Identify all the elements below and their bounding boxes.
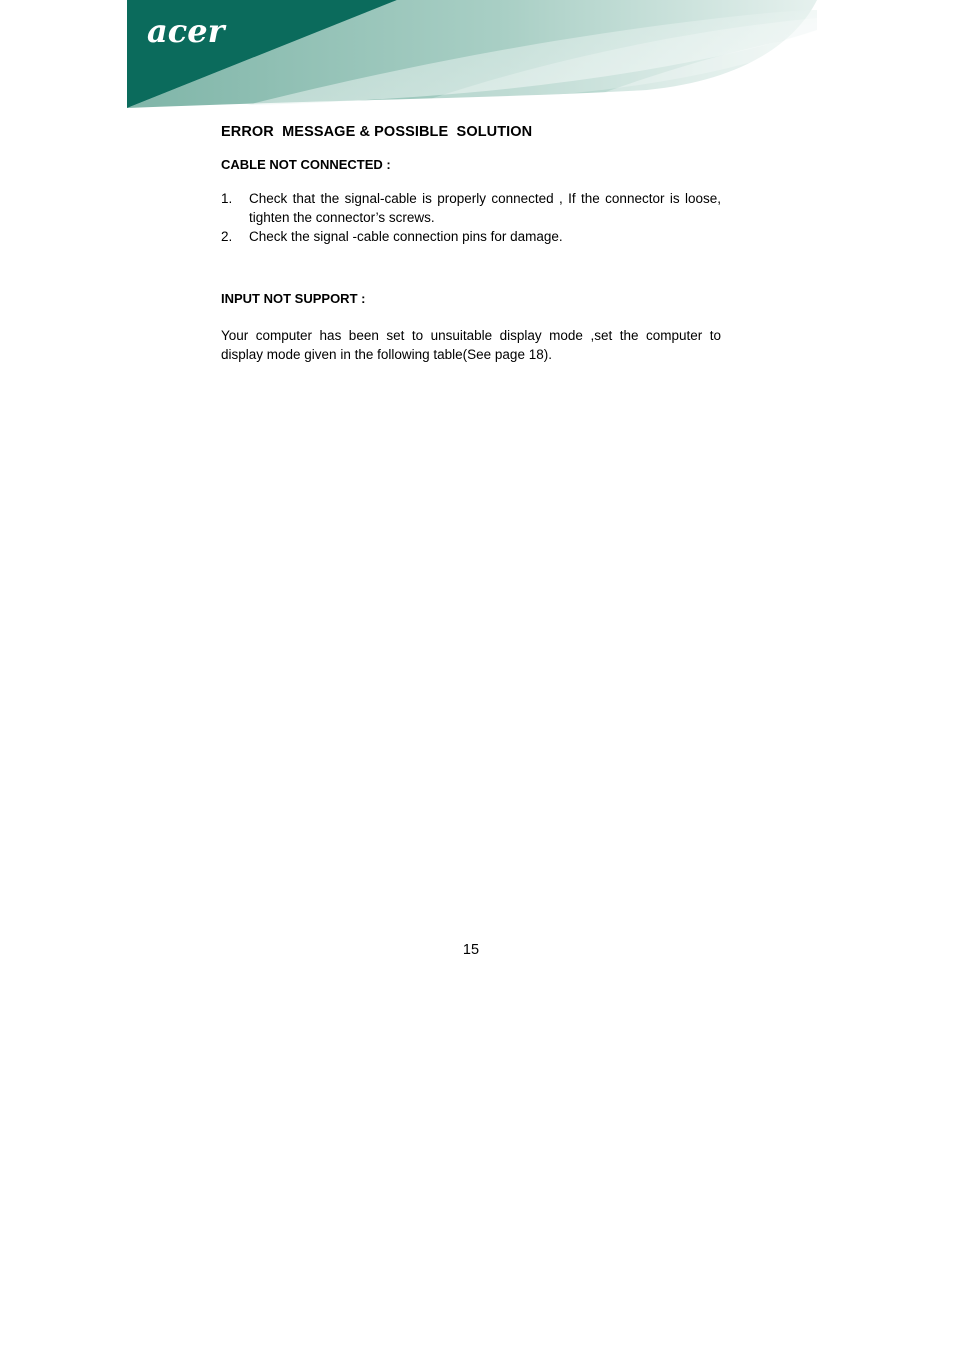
section-heading-input: INPUT NOT SUPPORT : [221,291,366,306]
section-heading-cable: CABLE NOT CONNECTED : [221,157,391,172]
cable-steps-list [221,189,721,246]
header-banner [127,0,817,110]
page-number: 15 [462,942,480,958]
page-title: ERROR MESSAGE & POSSIBLE SOLUTION [221,124,533,140]
list-item [221,227,721,246]
step-text: Check that the signal-cable is properly connected , If the connector is loose, tighten the connector’s screws. [249,191,721,225]
step-number: 1. [221,191,233,206]
document-body [221,124,721,364]
input-not-support-paragraph: Your computer has been set to unsuitable display mode ,set the computer to display mode given in the following table(See page 18). [221,328,721,362]
acer-logo: acer [147,12,225,50]
step-text: Check the signal -cable connection pins for damage. [249,229,563,244]
list-item [221,189,721,227]
header-swoosh-graphic [127,0,817,110]
step-number: 2. [221,229,233,244]
